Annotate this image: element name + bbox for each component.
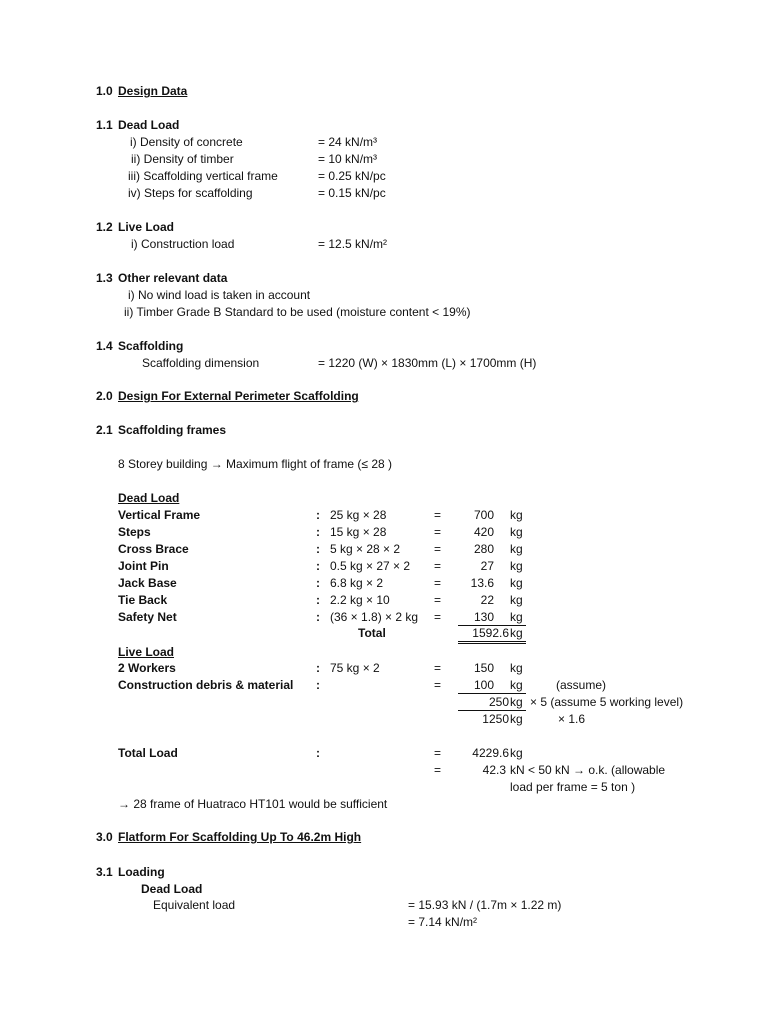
section-heading-external-scaffolding: Design For External Perimeter Scaffolding	[118, 389, 359, 403]
dead-load-item-label: ii) Density of timber	[131, 152, 234, 166]
row-colon: :	[316, 576, 320, 590]
row-name: Steps	[118, 525, 151, 539]
row-value: 130	[473, 610, 494, 624]
equivalent-load-result: = 7.14 kN/m²	[408, 915, 478, 929]
live-load-item-label: i) Construction load	[131, 237, 235, 251]
subsection-title-loading: Loading	[118, 865, 165, 879]
row-name: Joint Pin	[118, 559, 169, 573]
row-equals: =	[434, 576, 442, 590]
row-equals: =	[434, 610, 442, 624]
live-sub2-value: 1250	[482, 712, 509, 726]
subsection-title-dead-load: Dead Load	[118, 118, 180, 132]
subsection-title-scaffolding: Scaffolding	[118, 339, 184, 353]
subsection-number: 2.1	[96, 423, 113, 437]
dead-total-value: 1592.6	[472, 626, 509, 640]
subsection-number: 1.1	[96, 118, 113, 132]
row-unit: kg	[510, 559, 523, 573]
row-value: 420	[473, 525, 494, 539]
row-colon: :	[316, 678, 320, 692]
sum-rule	[458, 693, 526, 694]
total-load-equals: =	[434, 763, 442, 777]
row-name: Safety Net	[118, 610, 177, 624]
row-value: 13.6	[470, 576, 494, 590]
subsection-title-live-load: Live Load	[118, 220, 175, 234]
dead-load-subtitle: Dead Load	[141, 882, 203, 896]
row-note: (assume)	[556, 678, 607, 692]
row-colon: :	[316, 525, 320, 539]
row-name: Jack Base	[118, 576, 177, 590]
row-unit: kg	[510, 508, 523, 522]
row-value: 150	[473, 661, 494, 675]
total-load-check: kN < 50 kN → o.k. (allowable	[510, 763, 666, 777]
total-load-value: 4229.6	[472, 746, 509, 760]
row-calc: 75 kg × 2	[330, 661, 380, 675]
dead-load-item-value: = 10 kN/m³	[318, 152, 378, 166]
dead-total-label: Total	[358, 626, 386, 640]
sum-rule	[458, 710, 526, 711]
row-colon: :	[316, 508, 320, 522]
section-number: 3.0	[96, 830, 113, 844]
row-colon: :	[316, 661, 320, 675]
dead-load-item-label: iv) Steps for scaffolding	[128, 186, 253, 200]
total-load-equals: =	[434, 746, 442, 760]
row-equals: =	[434, 542, 442, 556]
scaffolding-dimension-label: Scaffolding dimension	[142, 356, 260, 370]
row-unit: kg	[510, 542, 523, 556]
row-unit: kg	[510, 678, 523, 692]
row-calc: 2.2 kg × 10	[330, 593, 390, 607]
dead-load-title: Dead Load	[118, 491, 180, 505]
equivalent-load-formula: = 15.93 kN / (1.7m × 1.22 m)	[408, 898, 562, 912]
row-name: Vertical Frame	[118, 508, 201, 522]
live-load-item-value: = 12.5 kN/m²	[318, 237, 388, 251]
row-equals: =	[434, 661, 442, 675]
row-value: 280	[473, 542, 494, 556]
storey-statement: 8 Storey building → Maximum flight of frame (≤ 28 )	[118, 457, 393, 471]
section-heading-design-data: Design Data	[118, 84, 188, 98]
live-sub1-value: 250	[488, 695, 509, 709]
row-colon: :	[316, 610, 320, 624]
total-double-rule	[458, 641, 526, 642]
row-value: 100	[473, 678, 494, 692]
subsection-number: 1.2	[96, 220, 113, 234]
row-equals: =	[434, 593, 442, 607]
row-unit: kg	[510, 610, 523, 624]
row-unit: kg	[510, 525, 523, 539]
row-colon: :	[316, 593, 320, 607]
conclusion: → 28 frame of Huatraco HT101 would be sufficient	[118, 797, 388, 811]
row-calc: 25 kg × 28	[330, 508, 387, 522]
row-unit: kg	[510, 576, 523, 590]
row-value: 27	[480, 559, 494, 573]
row-calc: (36 × 1.8) × 2 kg	[330, 610, 419, 624]
total-load-label: Total Load	[118, 746, 178, 760]
section-number: 1.0	[96, 84, 113, 98]
row-calc: 6.8 kg × 2	[330, 576, 384, 590]
dead-load-item-label: iii) Scaffolding vertical frame	[128, 169, 278, 183]
scaffolding-dimension-value: = 1220 (W) × 1830mm (L) × 1700mm (H)	[318, 356, 537, 370]
dead-load-item-value: = 0.25 kN/pc	[318, 169, 386, 183]
equivalent-load-label: Equivalent load	[153, 898, 236, 912]
row-unit: kg	[510, 593, 523, 607]
row-equals: =	[434, 525, 442, 539]
live-sub1-note: × 5 (assume 5 working level)	[530, 695, 684, 709]
live-load-title: Live Load	[118, 645, 175, 659]
total-load-check-continued: load per frame = 5 ton )	[510, 780, 636, 794]
subsection-number: 1.3	[96, 271, 113, 285]
row-value: 22	[480, 593, 494, 607]
subsection-number: 3.1	[96, 865, 113, 879]
live-sub1-unit: kg	[510, 695, 523, 709]
dead-total-unit: kg	[510, 626, 523, 640]
row-name: 2 Workers	[118, 661, 176, 675]
other-data-item: ii) Timber Grade B Standard to be used (moisture content < 19%)	[124, 305, 471, 319]
row-colon: :	[316, 542, 320, 556]
row-calc: 15 kg × 28	[330, 525, 387, 539]
section-heading-platform: Flatform For Scaffolding Up To 46.2m High	[118, 830, 362, 844]
total-load-colon: :	[316, 746, 320, 760]
total-load-kn-value: 42.3	[482, 763, 506, 777]
row-calc: 0.5 kg × 27 × 2	[330, 559, 411, 573]
row-unit: kg	[510, 661, 523, 675]
total-load-unit: kg	[510, 746, 523, 760]
row-name: Cross Brace	[118, 542, 189, 556]
other-data-item: i) No wind load is taken in account	[128, 288, 311, 302]
row-name: Tie Back	[118, 593, 168, 607]
row-calc: 5 kg × 28 × 2	[330, 542, 401, 556]
subsection-number: 1.4	[96, 339, 113, 353]
subsection-title-scaffolding-frames: Scaffolding frames	[118, 423, 227, 437]
dead-load-item-label: i) Density of concrete	[130, 135, 243, 149]
row-colon: :	[316, 559, 320, 573]
live-sub2-unit: kg	[510, 712, 523, 726]
subsection-title-other-data: Other relevant data	[118, 271, 228, 285]
total-double-rule	[458, 643, 526, 644]
row-value: 700	[473, 508, 494, 522]
live-sub2-note: × 1.6	[558, 712, 586, 726]
row-name: Construction debris & material	[118, 678, 294, 692]
section-number: 2.0	[96, 389, 113, 403]
row-equals: =	[434, 508, 442, 522]
dead-load-item-value: = 0.15 kN/pc	[318, 186, 386, 200]
row-equals: =	[434, 559, 442, 573]
row-equals: =	[434, 678, 442, 692]
dead-load-item-value: = 24 kN/m³	[318, 135, 378, 149]
